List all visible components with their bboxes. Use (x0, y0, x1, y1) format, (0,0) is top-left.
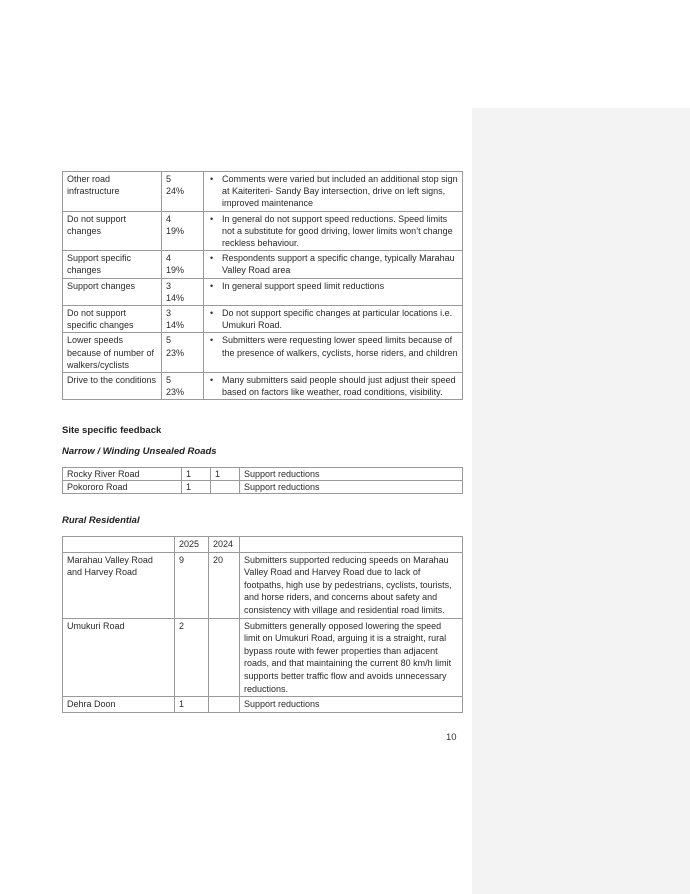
site-specific-heading: Site specific feedback (62, 425, 162, 436)
count-cell: 1 (211, 468, 240, 481)
count-cell (211, 481, 240, 494)
table-row (63, 468, 463, 481)
comment-cell: Submitters supported reducing speeds on Marahau Valley Road and Harvey Road due to lack of footpaths, high use by pedestrians, cyclists, tourists, and horse riders, and concerns about safety and consistency with village and residential road limits. (240, 552, 463, 618)
category-cell: Lower speeds because of number of walkers/cyclists (63, 333, 162, 373)
table-row (63, 306, 463, 333)
comment-bullet: • Do not support specific changes at particular locations i.e. Umukuri Road. (207, 307, 459, 331)
percent-value: 24% (166, 186, 185, 197)
count-2024-cell: 20 (209, 552, 240, 618)
comment-cell (204, 278, 463, 305)
comment-bullet: • In general do not support speed reductions. Speed limits not a substitute for good driving, lower limits won’t change reckless behaviour. (207, 213, 459, 250)
table-row (63, 333, 463, 373)
count-2025-cell: 9 (175, 552, 209, 618)
comments-pane (472, 108, 690, 894)
count-cell (162, 333, 204, 373)
comment-cell: Support reductions (240, 697, 463, 713)
percent-value: 14% (166, 292, 185, 303)
count-2024-cell (209, 618, 240, 697)
comment-bullet: • Comments were varied but included an additional stop sign at Kaiteriteri- Sandy Bay intersection, drive on left signs, improved maintenance (207, 173, 459, 210)
narrow-roads-table (62, 467, 463, 494)
table-row (63, 618, 463, 697)
count-value: 4 (166, 213, 172, 224)
category-cell: Drive to the conditions (63, 373, 162, 400)
count-cell: 1 (182, 468, 211, 481)
comment-cell (204, 373, 463, 400)
comment-bullet: • Respondents support a specific change, typically Marahau Valley Road area (207, 252, 459, 276)
category-cell: Do not support changes (63, 211, 162, 251)
rural-residential-table (62, 536, 463, 713)
percent-value: 23% (166, 347, 185, 358)
comment-cell (204, 172, 463, 212)
count-2025-cell: 1 (175, 697, 209, 713)
page-number: 10 (446, 732, 457, 743)
comment-cell: Support reductions (240, 468, 463, 481)
table-row (63, 373, 463, 400)
table-row (63, 251, 463, 278)
road-name-cell: Umukuri Road (63, 618, 175, 697)
comment-cell (204, 306, 463, 333)
count-value: 3 (166, 280, 172, 291)
table-row (63, 211, 463, 251)
comment-bullet: • Many submitters said people should just adjust their speed based on factors like weather, road conditions, visibility. (207, 374, 459, 398)
table-row (63, 552, 463, 618)
road-name-cell: Dehra Doon (63, 697, 175, 713)
category-cell: Other road infrastructure (63, 172, 162, 212)
count-cell: 1 (182, 481, 211, 494)
table-row (63, 278, 463, 305)
percent-value: 14% (166, 320, 185, 331)
comment-bullet: • Submitters were requesting lower speed limits because of the presence of walkers, cyclists, horse riders, and children (207, 334, 459, 358)
comment-cell (204, 211, 463, 251)
percent-value: 19% (166, 265, 185, 276)
count-cell (162, 306, 204, 333)
count-cell (162, 172, 204, 212)
count-2025-cell: 2 (175, 618, 209, 697)
count-value: 5 (166, 375, 172, 386)
feedback-table (62, 171, 463, 400)
percent-value: 23% (166, 387, 185, 398)
count-value: 5 (166, 174, 172, 184)
count-cell (162, 373, 204, 400)
category-cell: Do not support specific changes (63, 306, 162, 333)
percent-value: 19% (166, 225, 185, 236)
count-cell (162, 278, 204, 305)
comment-cell (204, 333, 463, 373)
comment-cell: Submitters generally opposed lowering the speed limit on Umukuri Road, arguing it is a straight, rural bypass route with fewer properties than adjacent roads, and that maintaining the current 80 km/h limit supports better traffic flow and avoids unnecessary reductions. (240, 618, 463, 697)
rural-residential-heading: Rural Residential (62, 515, 140, 526)
count-value: 3 (166, 308, 172, 319)
table-row (63, 697, 463, 713)
table-header-row (63, 537, 463, 553)
category-cell: Support changes (63, 278, 162, 305)
count-cell (162, 251, 204, 278)
road-name-cell: Marahau Valley Road and Harvey Road (63, 552, 175, 618)
road-name-cell: Pokororo Road (63, 481, 182, 494)
header-comment (240, 537, 463, 553)
comment-cell (204, 251, 463, 278)
category-cell: Support specific changes (63, 251, 162, 278)
narrow-roads-heading: Narrow / Winding Unsealed Roads (62, 446, 217, 457)
road-name-cell: Rocky River Road (63, 468, 182, 481)
table-row (63, 172, 463, 212)
comment-cell: Support reductions (240, 481, 463, 494)
count-cell (162, 211, 204, 251)
count-value: 4 (166, 253, 172, 264)
comment-bullet: • In general support speed limit reductions (207, 280, 459, 292)
header-2025: 2025 (175, 537, 209, 553)
header-2024: 2024 (209, 537, 240, 553)
table-row (63, 481, 463, 494)
count-2024-cell (209, 697, 240, 713)
count-value: 5 (166, 335, 172, 346)
header-road (63, 537, 175, 553)
